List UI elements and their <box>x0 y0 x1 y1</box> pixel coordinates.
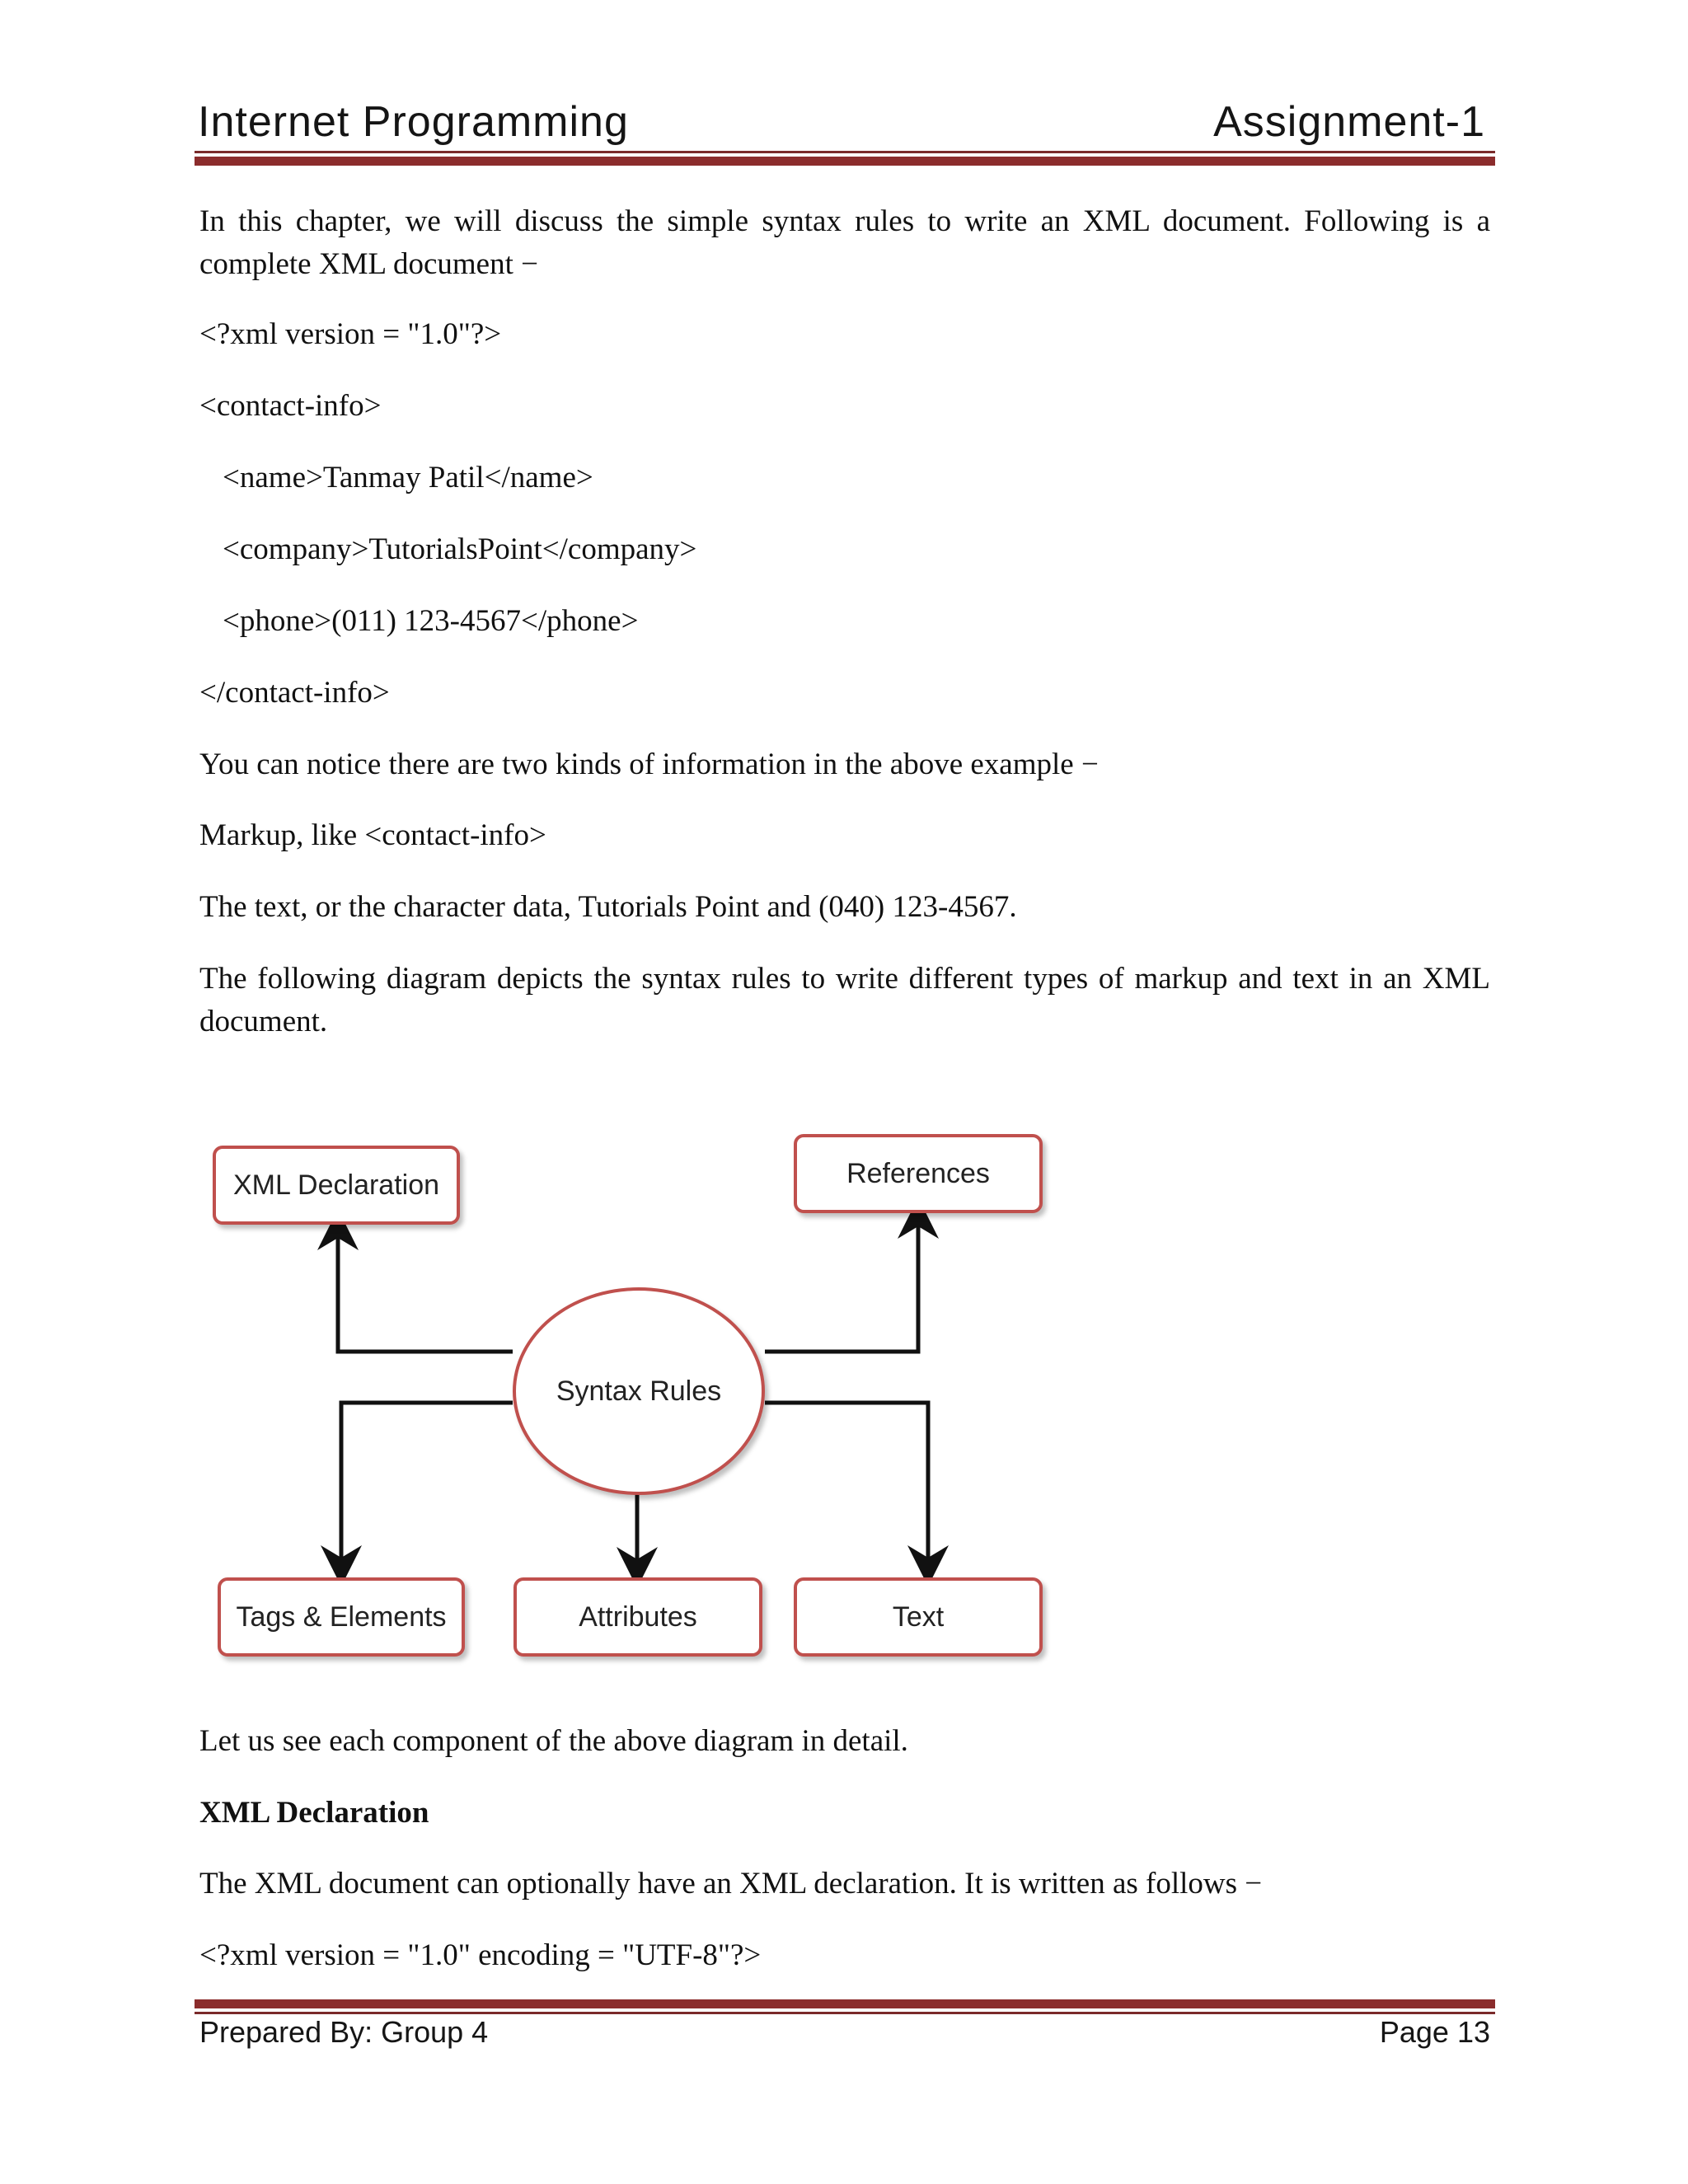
diagram-intro-paragraph: The following diagram depicts the syntax rules to write different types of markup and text in an XML document. <box>199 962 1490 1038</box>
code-line-company: <company>TutorialsPoint</company> <box>223 532 697 566</box>
syntax-rules-ellipse: Syntax Rules <box>513 1287 765 1495</box>
intro-paragraph: In this chapter, we will discuss the simple syntax rules to write an XML document. Following is a complete XML document − <box>199 204 1490 281</box>
footer-rule-thick <box>195 1999 1495 2008</box>
code-line-xml-prolog: <?xml version = "1.0"?> <box>199 317 502 351</box>
footer-page-number: Page 13 <box>1379 2015 1490 2049</box>
footer-prepared-by: Prepared By: Group 4 <box>199 2015 489 2049</box>
header-rule-thin <box>195 151 1495 153</box>
xml-declaration-box: XML Declaration <box>213 1146 460 1225</box>
text-box: Text <box>794 1577 1043 1657</box>
syntax-rules-diagram <box>195 1096 1068 1690</box>
references-box: References <box>794 1134 1043 1213</box>
footer-rule-thin <box>195 2012 1495 2014</box>
attributes-box: Attributes <box>513 1577 762 1657</box>
connector-tags-elements <box>341 1403 513 1566</box>
code-line-name: <name>Tanmay Patil</name> <box>223 461 593 494</box>
declaration-code: <?xml version = "1.0" encoding = "UTF-8"?> <box>199 1938 762 1972</box>
diagram-detail-text: Let us see each component of the above diagram in detail. <box>199 1724 908 1758</box>
markup-item: Markup, like <contact-info> <box>199 818 546 852</box>
header-title: Internet Programming <box>198 98 629 146</box>
code-line-phone: <phone>(011) 123-4567</phone> <box>223 604 639 638</box>
header-assignment: Assignment-1 <box>1213 98 1485 146</box>
text-item: The text, or the character data, Tutorials Point and (040) 123-4567. <box>199 890 1017 924</box>
notice-text: You can notice there are two kinds of information in the above example − <box>199 748 1099 781</box>
header-rule-thick <box>195 157 1495 166</box>
declaration-text: The XML document can optionally have an XML declaration. It is written as follows − <box>199 1867 1263 1900</box>
code-line-contact-close: </contact-info> <box>199 676 390 710</box>
code-line-contact-open: <contact-info> <box>199 389 382 423</box>
section-heading-xml-declaration: XML Declaration <box>199 1796 429 1830</box>
connector-references <box>765 1218 918 1352</box>
tags-elements-box: Tags & Elements <box>218 1577 465 1657</box>
connector-xml-declaration <box>338 1230 513 1352</box>
connector-text <box>765 1403 928 1566</box>
